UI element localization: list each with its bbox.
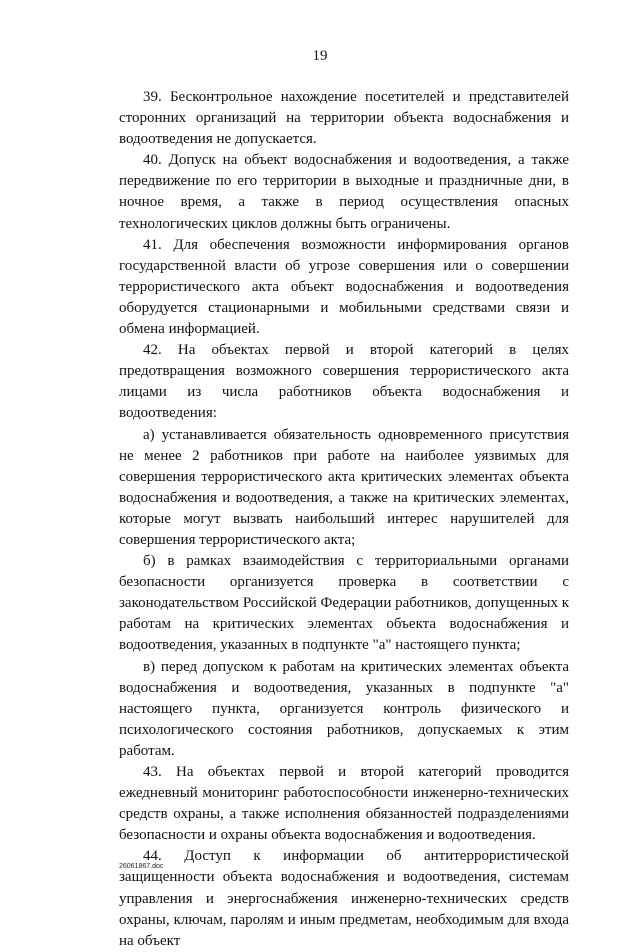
document-body [119, 87, 569, 952]
paragraph-42-a: а) устанавливается обязательность одновременного присутствия не менее 2 работников при работе на наиболее уязвимых для совершения террористического акта критических элементах объекта водоснабжения и водоотведения, а также на критических элементах, которые могут вызвать наибольший интерес нарушителей для совершения террористического акта; [119, 426, 569, 548]
paragraph-40: 40. Допуск на объект водоснабжения и водоотведения, а также передвижение по его территории в выходные и праздничные дни, в ночное время, а также в период осуществления опасных технологических циклов должны быть ограничены. [119, 152, 569, 232]
paragraph-41: 41. Для обеспечения возможности информирования органов государственной власти об угрозе совершения или о совершении террористического акта объект водоснабжения и водоотведения оборудуется стационарными и мобильными средствами связи и обмена информацией. [119, 236, 569, 338]
paragraph-42: 42. На объектах первой и второй категорий в целях предотвращения возможного совершения террористического акта лицами из числа работников объекта водоснабжения и водоотведения: [119, 342, 569, 422]
paragraph-43: 43. На объектах первой и второй категорий проводится ежедневный мониторинг работоспособности инженерно-технических средств охраны, а также исполнения обязанностей подразделениями безопасности и охраны объекта водоснабжения и водоотведения. [119, 764, 569, 844]
paragraph-42-b: б) в рамках взаимодействия с территориальными органами безопасности организуется проверка в соответствии с законодательством Российской Федерации работников, допущенных к работам на критических элементах объекта водоснабжения и водоотведения, указанных в подпункте "а" настоящего пункта; [119, 553, 569, 654]
paragraph-44: 44. Доступ к информации об антитеррористической защищенности объекта водоснабжения и водоотведения, системам управления и энергоснабжения инженерно-технических средств охраны, ключам, паролям и иным предметам, необходимым для входа на объект [119, 848, 569, 949]
paragraph-39: 39. Бесконтрольное нахождение посетителей и представителей сторонних организаций на территории объекта водоснабжения и водоотведения не допускается. [119, 89, 569, 148]
paragraph-42-v: в) перед допуском к работам на критических элементах объекта водоснабжения и водоотведения, указанных в подпункте "а" настоящего пункта, организуется контроль физического и психологического состояния работников, допускаемых к этим работам. [119, 658, 569, 759]
footer-filename: 26061867.doc [119, 863, 164, 870]
page-number: 19 [312, 48, 328, 64]
